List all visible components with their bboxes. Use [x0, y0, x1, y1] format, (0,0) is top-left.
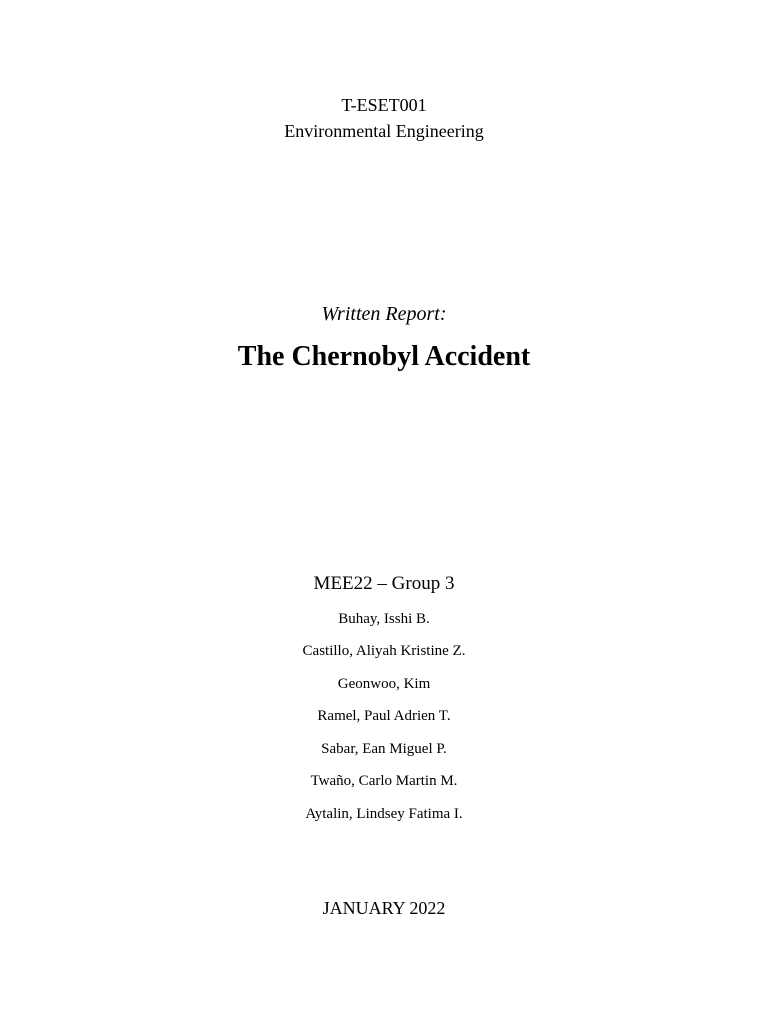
member-name: Aytalin, Lindsey Fatima I. [305, 806, 463, 822]
member-name: Castillo, Aliyah Kristine Z. [302, 643, 466, 659]
member-name: Buhay, Isshi B. [338, 611, 430, 627]
report-label: Written Report: [321, 303, 447, 325]
group-label: MEE22 – Group 3 [313, 573, 455, 594]
course-code: T-ESET001 [341, 95, 427, 115]
course-name: Environmental Engineering [284, 121, 484, 141]
member-name: Geonwoo, Kim [337, 676, 431, 692]
member-name: Ramel, Paul Adrien T. [317, 708, 451, 724]
report-date: JANUARY 2022 [322, 898, 446, 918]
member-name: Twaño, Carlo Martin M. [310, 773, 458, 789]
member-name: Sabar, Ean Miguel P. [321, 741, 447, 757]
report-title: The Chernobyl Accident [237, 341, 531, 372]
